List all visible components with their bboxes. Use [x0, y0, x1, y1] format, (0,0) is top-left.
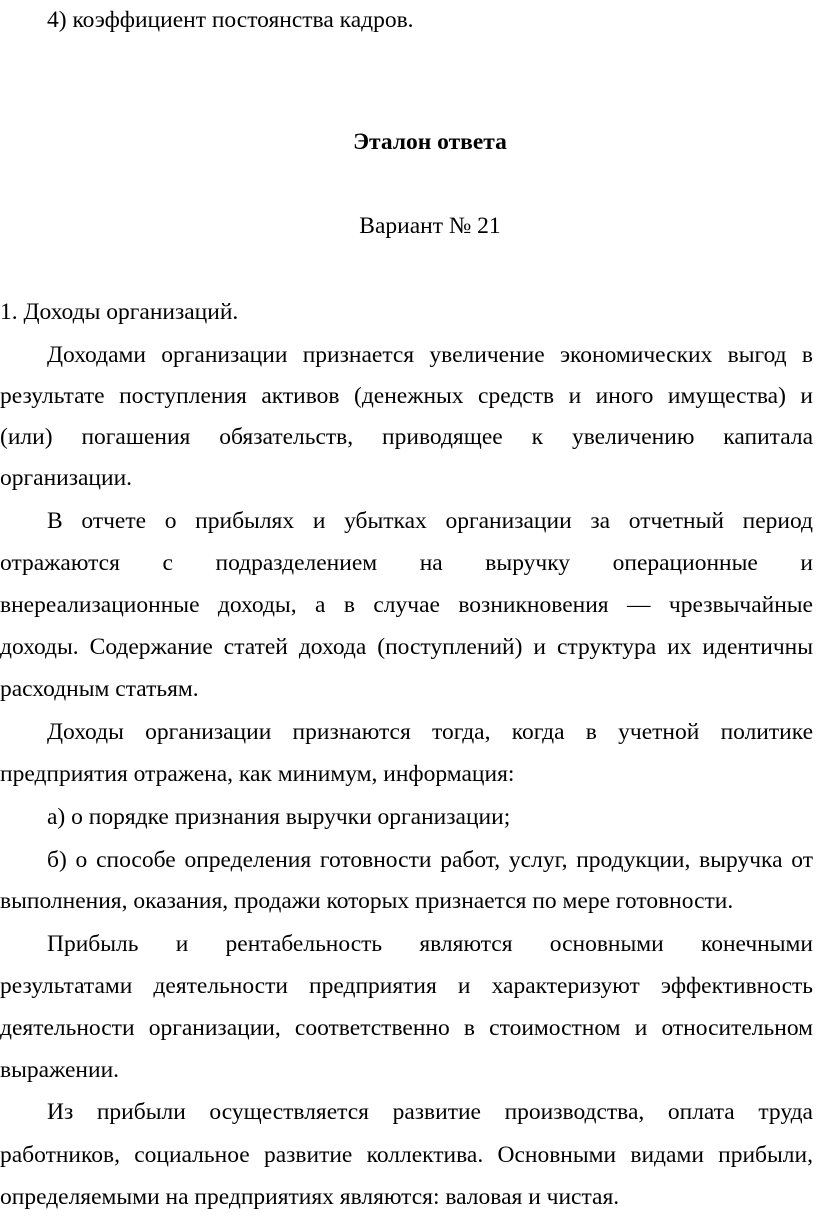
text-line: определяемыми на предприятиях являются: валовая и чистая.: [0, 1184, 620, 1210]
text-line: В отчете о прибылях и убытках организации за отчетный период: [47, 508, 813, 534]
text-line: работников, социальное развитие коллектива. Основными видами прибыли,: [0, 1142, 813, 1168]
top-list-item: 4) коэффициент постоянства кадров.: [47, 7, 414, 33]
text-line: выполнения, оказания, продажи которых признается по мере готовности.: [0, 888, 734, 914]
text-line: предприятия отражена, как минимум, информация:: [0, 761, 515, 787]
text-line: организации.: [0, 465, 133, 491]
text-line: результате поступления активов (денежных средств и иного имущества) и: [0, 383, 813, 409]
text-line: Из прибыли осуществляется развитие производства, оплата труда: [47, 1099, 813, 1125]
answer-heading: Эталон ответа: [353, 129, 507, 155]
text-line: деятельности организации, соответственно в стоимостном и относительном: [0, 1015, 813, 1041]
text-line: доходы. Содержание статей дохода (поступлений) и структура их идентичны: [0, 634, 813, 660]
variant-title: Вариант № 21: [359, 213, 501, 239]
list-item-a: а) о порядке признания выручки организации;: [47, 804, 511, 830]
text-line: Доходы организации признаются тогда, когда в учетной политике: [47, 719, 813, 745]
text-line: Прибыль и рентабельность являются основными конечными: [47, 931, 813, 957]
text-line: внереализационные доходы, а в случае возникновения — чрезвычайные: [0, 592, 813, 618]
section-title: 1. Доходы организаций.: [0, 299, 239, 325]
text-line: результатами деятельности предприятия и характеризуют эффективность: [0, 973, 813, 999]
text-line: выражении.: [0, 1057, 120, 1083]
list-item-b: б) о способе определения готовности работ, услуг, продукции, выручка от: [47, 847, 813, 873]
text-line: Доходами организации признается увеличение экономических выгод в: [47, 342, 813, 368]
text-line: расходным статьям.: [0, 676, 199, 702]
text-line: (или) погашения обязательств, приводящее к увеличению капитала: [0, 424, 813, 450]
text-line: отражаются с подразделением на выручку операционные и: [0, 550, 813, 576]
